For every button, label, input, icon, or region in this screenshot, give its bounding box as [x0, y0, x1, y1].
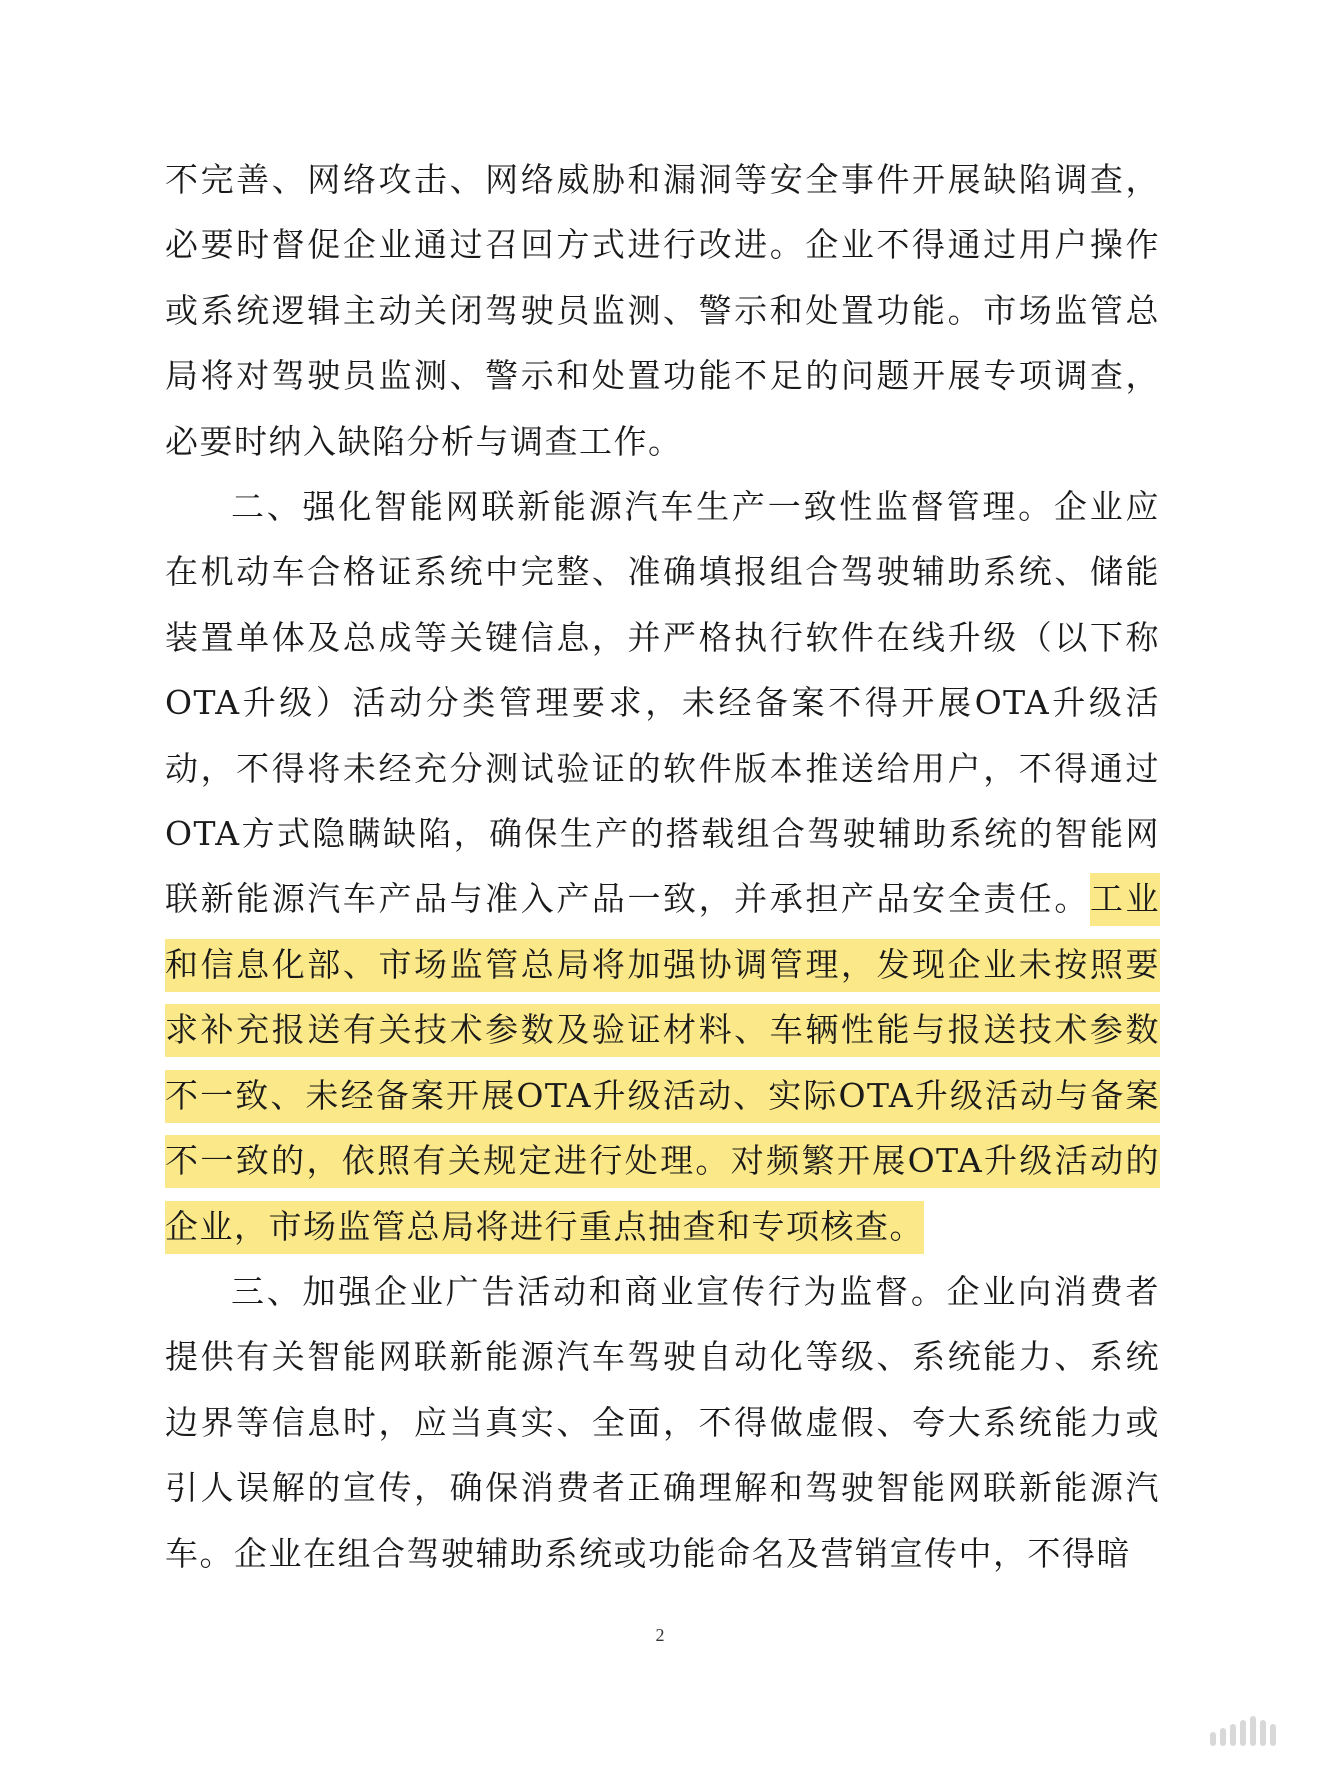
paragraph-text: 三、加强企业广告活动和商业宣传行为监督。企业向消费者提供有关智能网联新能源汽车驾驶自动化等级、系统能力、系统边界等信息时，应当真实、全面，不得做虚假、夸大系统能力或引人误解的宣传，确保消费者正确理解和驾驶智能网联新能源汽车。企业在组合驾驶辅助系统或功能命名及营销宣传中，不得暗 [165, 1271, 1160, 1573]
page-number: 2 [655, 1625, 665, 1645]
document-body [165, 147, 1160, 1586]
highlighted-text: 工业和信息化部、市场监管总局将加强协调管理，发现企业未按照要求补充报送有关技术参数及验证材料、车辆性能与报送技术参数不一致、未经备案开展OTA升级活动、实际OTA升级活动与备案不一致的，依照有关规定进行处理。对频繁开展OTA升级活动的企业，市场监管总局将进行重点抽查和专项核查。 [165, 873, 1160, 1253]
paragraph-advertising-supervision [165, 1259, 1160, 1586]
paragraph-production-consistency [165, 474, 1160, 1259]
paragraph-text: 二、强化智能网联新能源汽车生产一致性监督管理。企业应在机动车合格证系统中完整、准确填报组合驾驶辅助系统、储能装置单体及总成等关键信息，并严格执行软件在线升级（以下称OTA升级）活动分类管理要求，未经备案不得开展OTA升级活动，不得将未经充分测试验证的软件版本推送给用户，不得通过OTA方式隐瞒缺陷，确保生产的搭载组合驾驶辅助系统的智能网联新能源汽车产品与准入产品一致，并承担产品安全责任。 [165, 487, 1160, 919]
watermark-logo [1210, 1716, 1276, 1746]
paragraph-text: 不完善、网络攻击、网络威胁和漏洞等安全事件开展缺陷调查，必要时督促企业通过召回方式进行改进。企业不得通过用户操作或系统逻辑主动关闭驾驶员监测、警示和处置功能。市场监管总局将对驾驶员监测、警示和处置功能不足的问题开展专项调查，必要时纳入缺陷分析与调查工作。 [165, 160, 1160, 461]
paragraph-defect-investigation [165, 147, 1160, 474]
